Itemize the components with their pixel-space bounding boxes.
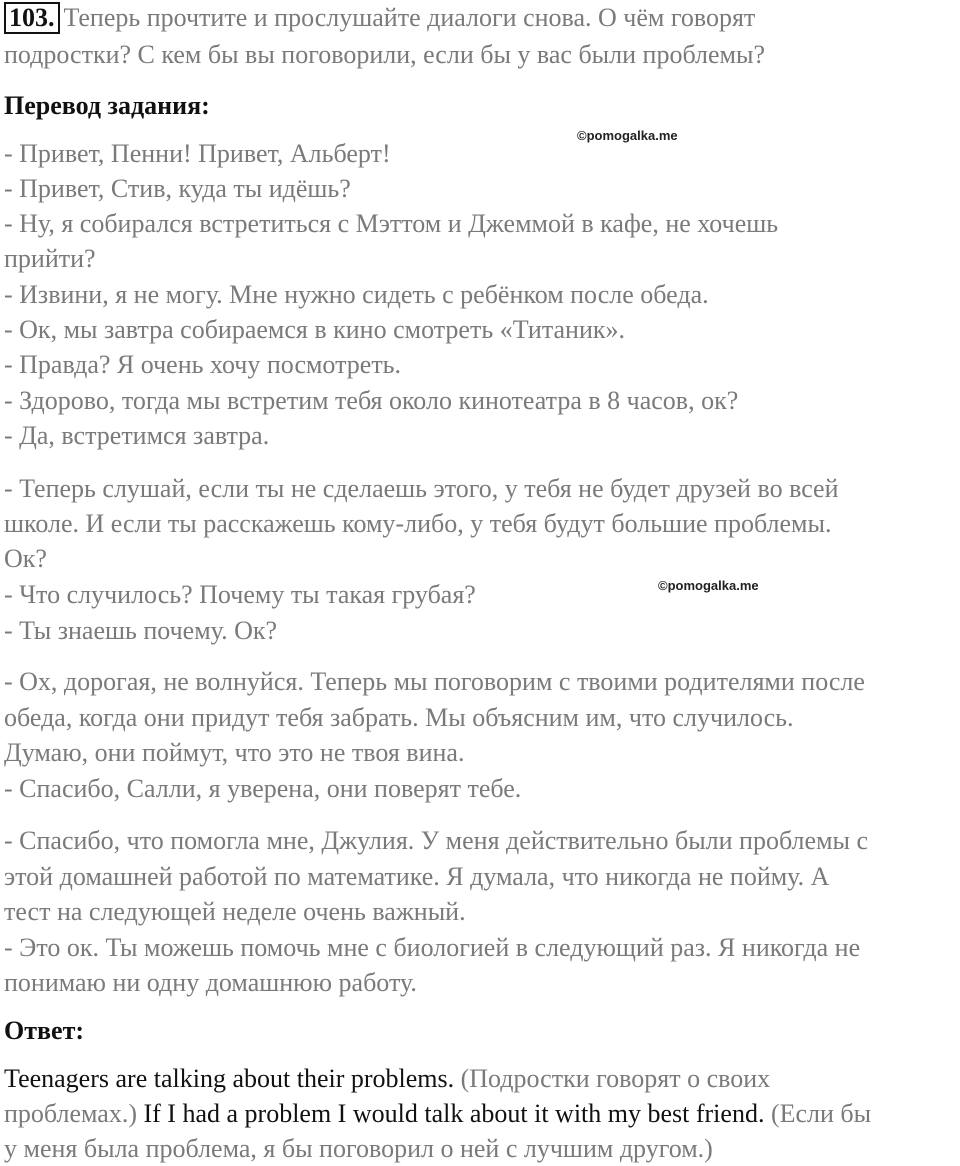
answer-heading: Ответ: bbox=[4, 1016, 85, 1045]
dialogue-line: - Привет, Стив, куда ты идёшь? bbox=[4, 174, 351, 203]
answer-line-1 bbox=[4, 1061, 770, 1096]
dialogue-line: - Ох, дорогая, не волнуйся. Теперь мы поговорим с твоими родителями после bbox=[4, 667, 865, 696]
task-line-2: подростки? С кем бы вы поговорили, если бы у вас были проблемы? bbox=[4, 40, 766, 69]
dialogue-line: прийти? bbox=[4, 244, 96, 273]
dialogue-line: - Это ок. Ты можешь помочь мне с биологией в следующий раз. Я никогда не bbox=[4, 933, 861, 962]
task-text-1: Теперь прочтите и прослушайте диалоги снова. О чём говорят bbox=[63, 3, 756, 32]
dialogue-line: - Здорово, тогда мы встретим тебя около кинотеатра в 8 часов, ок? bbox=[4, 386, 739, 415]
answer-russian-2: проблемах.) bbox=[4, 1099, 137, 1128]
dialogue-line: школе. И если ты расскажешь кому-либо, у тебя будут большие проблемы. bbox=[4, 509, 832, 538]
dialogue-line: - Спасибо, что помогла мне, Джулия. У меня действительно были проблемы с bbox=[4, 826, 869, 855]
watermark-1: ©pomogalka.me bbox=[577, 128, 678, 143]
task-number: 103. bbox=[4, 2, 60, 34]
dialogue-line: - Да, встретимся завтра. bbox=[4, 421, 270, 450]
answer-english-2: If I had a problem I would talk about it with my best friend. bbox=[136, 1099, 765, 1128]
dialogue-line: - Теперь слушай, если ты не сделаешь этого, у тебя не будет друзей во всей bbox=[4, 474, 839, 503]
task-line-1 bbox=[4, 0, 755, 35]
answer-english-1: Teenagers are talking about their problems. bbox=[4, 1064, 455, 1093]
dialogue-line: - Ну, я собирался встретиться с Мэттом и Джеммой в кафе, не хочешь bbox=[4, 209, 779, 238]
watermark-2: ©pomogalka.me bbox=[658, 578, 759, 593]
dialogue-line: этой домашней работой по математике. Я думала, что никогда не пойму. А bbox=[4, 862, 830, 891]
answer-russian-1: (Подростки говорят о своих bbox=[454, 1064, 771, 1093]
answer-russian-2-tail: (Если бы bbox=[764, 1099, 872, 1128]
answer-line-3: у меня была проблема, я бы поговорил о ней с лучшим другом.) bbox=[4, 1134, 713, 1163]
dialogue-line: тест на следующей неделе очень важный. bbox=[4, 897, 466, 926]
dialogue-line: - Извини, я не могу. Мне нужно сидеть с ребёнком после обеда. bbox=[4, 280, 709, 309]
answer-line-2 bbox=[4, 1096, 871, 1131]
dialogue-line: понимаю ни одну домашнюю работу. bbox=[4, 968, 417, 997]
dialogue-line: обеда, когда они придут тебя забрать. Мы объясним им, что случилось. bbox=[4, 703, 794, 732]
dialogue-line: Думаю, они поймут, что это не твоя вина. bbox=[4, 738, 465, 767]
translation-heading: Перевод задания: bbox=[4, 91, 210, 120]
dialogue-line: - Что случилось? Почему ты такая грубая? bbox=[4, 580, 476, 609]
dialogue-line: - Правда? Я очень хочу посмотреть. bbox=[4, 350, 402, 379]
dialogue-line: - Спасибо, Салли, я уверена, они поверят тебе. bbox=[4, 774, 522, 803]
dialogue-line: - Ты знаешь почему. Ок? bbox=[4, 616, 278, 645]
dialogue-line: Ок? bbox=[4, 544, 47, 573]
dialogue-line: - Ок, мы завтра собираемся в кино смотреть «Титаник». bbox=[4, 315, 626, 344]
dialogue-line: - Привет, Пенни! Привет, Альберт! bbox=[4, 139, 391, 168]
